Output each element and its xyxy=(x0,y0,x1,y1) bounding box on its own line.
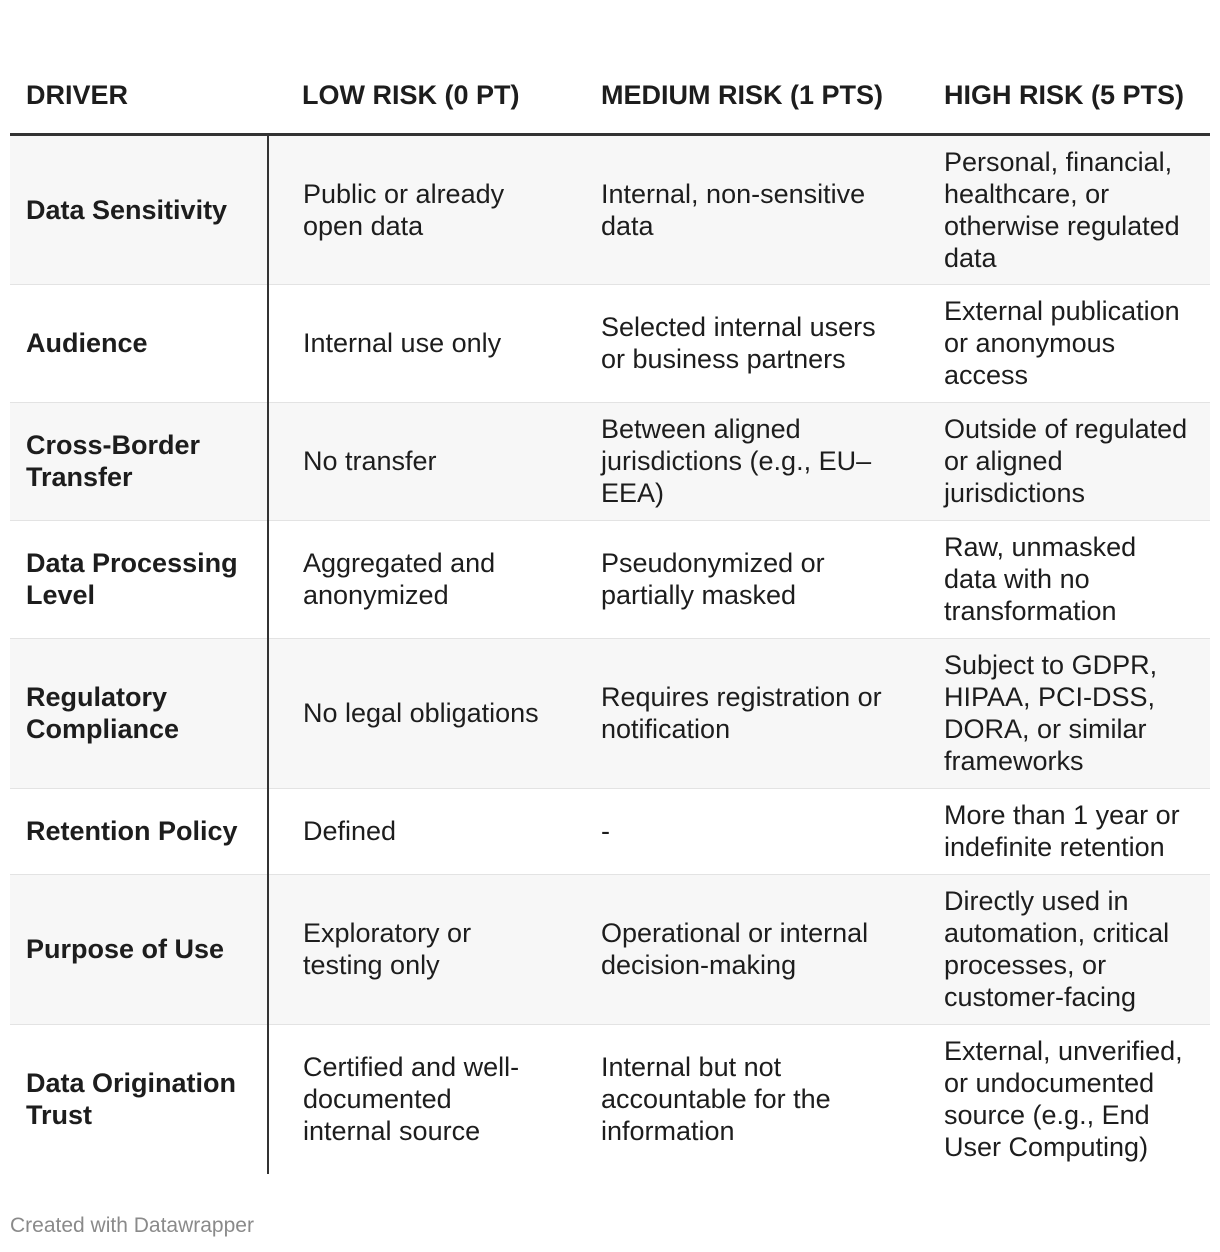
header-row xyxy=(10,0,1210,134)
table-row xyxy=(10,874,1210,1024)
high-risk-cell: Personal, financial, healthcare, or otherwise regulated data xyxy=(900,134,1210,284)
driver-cell: Data Origination Trust xyxy=(10,1024,268,1174)
medium-risk-cell: Selected internal users or business partners xyxy=(557,284,900,402)
medium-risk-cell: - xyxy=(557,788,900,874)
driver-cell: Regulatory Compliance xyxy=(10,638,268,788)
high-risk-cell: Directly used in automation, critical processes, or customer-facing xyxy=(900,874,1210,1024)
low-risk-cell: No transfer xyxy=(268,402,557,520)
low-risk-cell: Public or already open data xyxy=(268,134,557,284)
high-risk-cell: Subject to GDPR, HIPAA, PCI-DSS, DORA, or similar frameworks xyxy=(900,638,1210,788)
medium-risk-cell: Internal, non-sensitive data xyxy=(557,134,900,284)
low-risk-cell: Aggregated and anonymized xyxy=(268,520,557,638)
driver-cell: Audience xyxy=(10,284,268,402)
risk-table xyxy=(10,0,1210,1174)
table-row xyxy=(10,638,1210,788)
column-header-driver: DRIVER xyxy=(10,0,268,134)
table-row xyxy=(10,788,1210,874)
driver-cell: Cross-Border Transfer xyxy=(10,402,268,520)
low-risk-cell: Exploratory or testing only xyxy=(268,874,557,1024)
low-risk-cell: Certified and well-documented internal source xyxy=(268,1024,557,1174)
table-row xyxy=(10,520,1210,638)
column-header-high-risk: HIGH RISK (5 PTS) xyxy=(900,0,1210,134)
driver-cell: Data Sensitivity xyxy=(10,134,268,284)
footer-credit: Created with Datawrapper xyxy=(10,1214,254,1237)
driver-cell: Retention Policy xyxy=(10,788,268,874)
driver-cell: Data Processing Level xyxy=(10,520,268,638)
high-risk-cell: Raw, unmasked data with no transformation xyxy=(900,520,1210,638)
column-header-low-risk: LOW RISK (0 PT) xyxy=(268,0,557,134)
driver-cell: Purpose of Use xyxy=(10,874,268,1024)
high-risk-cell: Outside of regulated or aligned jurisdictions xyxy=(900,402,1210,520)
table-row xyxy=(10,134,1210,284)
table-row xyxy=(10,284,1210,402)
risk-table-container xyxy=(10,0,1210,1174)
low-risk-cell: No legal obligations xyxy=(268,638,557,788)
low-risk-cell: Defined xyxy=(268,788,557,874)
table-row xyxy=(10,402,1210,520)
high-risk-cell: External, unverified, or undocumented source (e.g., End User Computing) xyxy=(900,1024,1210,1174)
medium-risk-cell: Operational or internal decision-making xyxy=(557,874,900,1024)
high-risk-cell: More than 1 year or indefinite retention xyxy=(900,788,1210,874)
table-row xyxy=(10,1024,1210,1174)
medium-risk-cell: Requires registration or notification xyxy=(557,638,900,788)
low-risk-cell: Internal use only xyxy=(268,284,557,402)
medium-risk-cell: Internal but not accountable for the information xyxy=(557,1024,900,1174)
high-risk-cell: External publication or anonymous access xyxy=(900,284,1210,402)
medium-risk-cell: Between aligned jurisdictions (e.g., EU–EEA) xyxy=(557,402,900,520)
column-header-medium-risk: MEDIUM RISK (1 PTS) xyxy=(557,0,900,134)
medium-risk-cell: Pseudonymized or partially masked xyxy=(557,520,900,638)
